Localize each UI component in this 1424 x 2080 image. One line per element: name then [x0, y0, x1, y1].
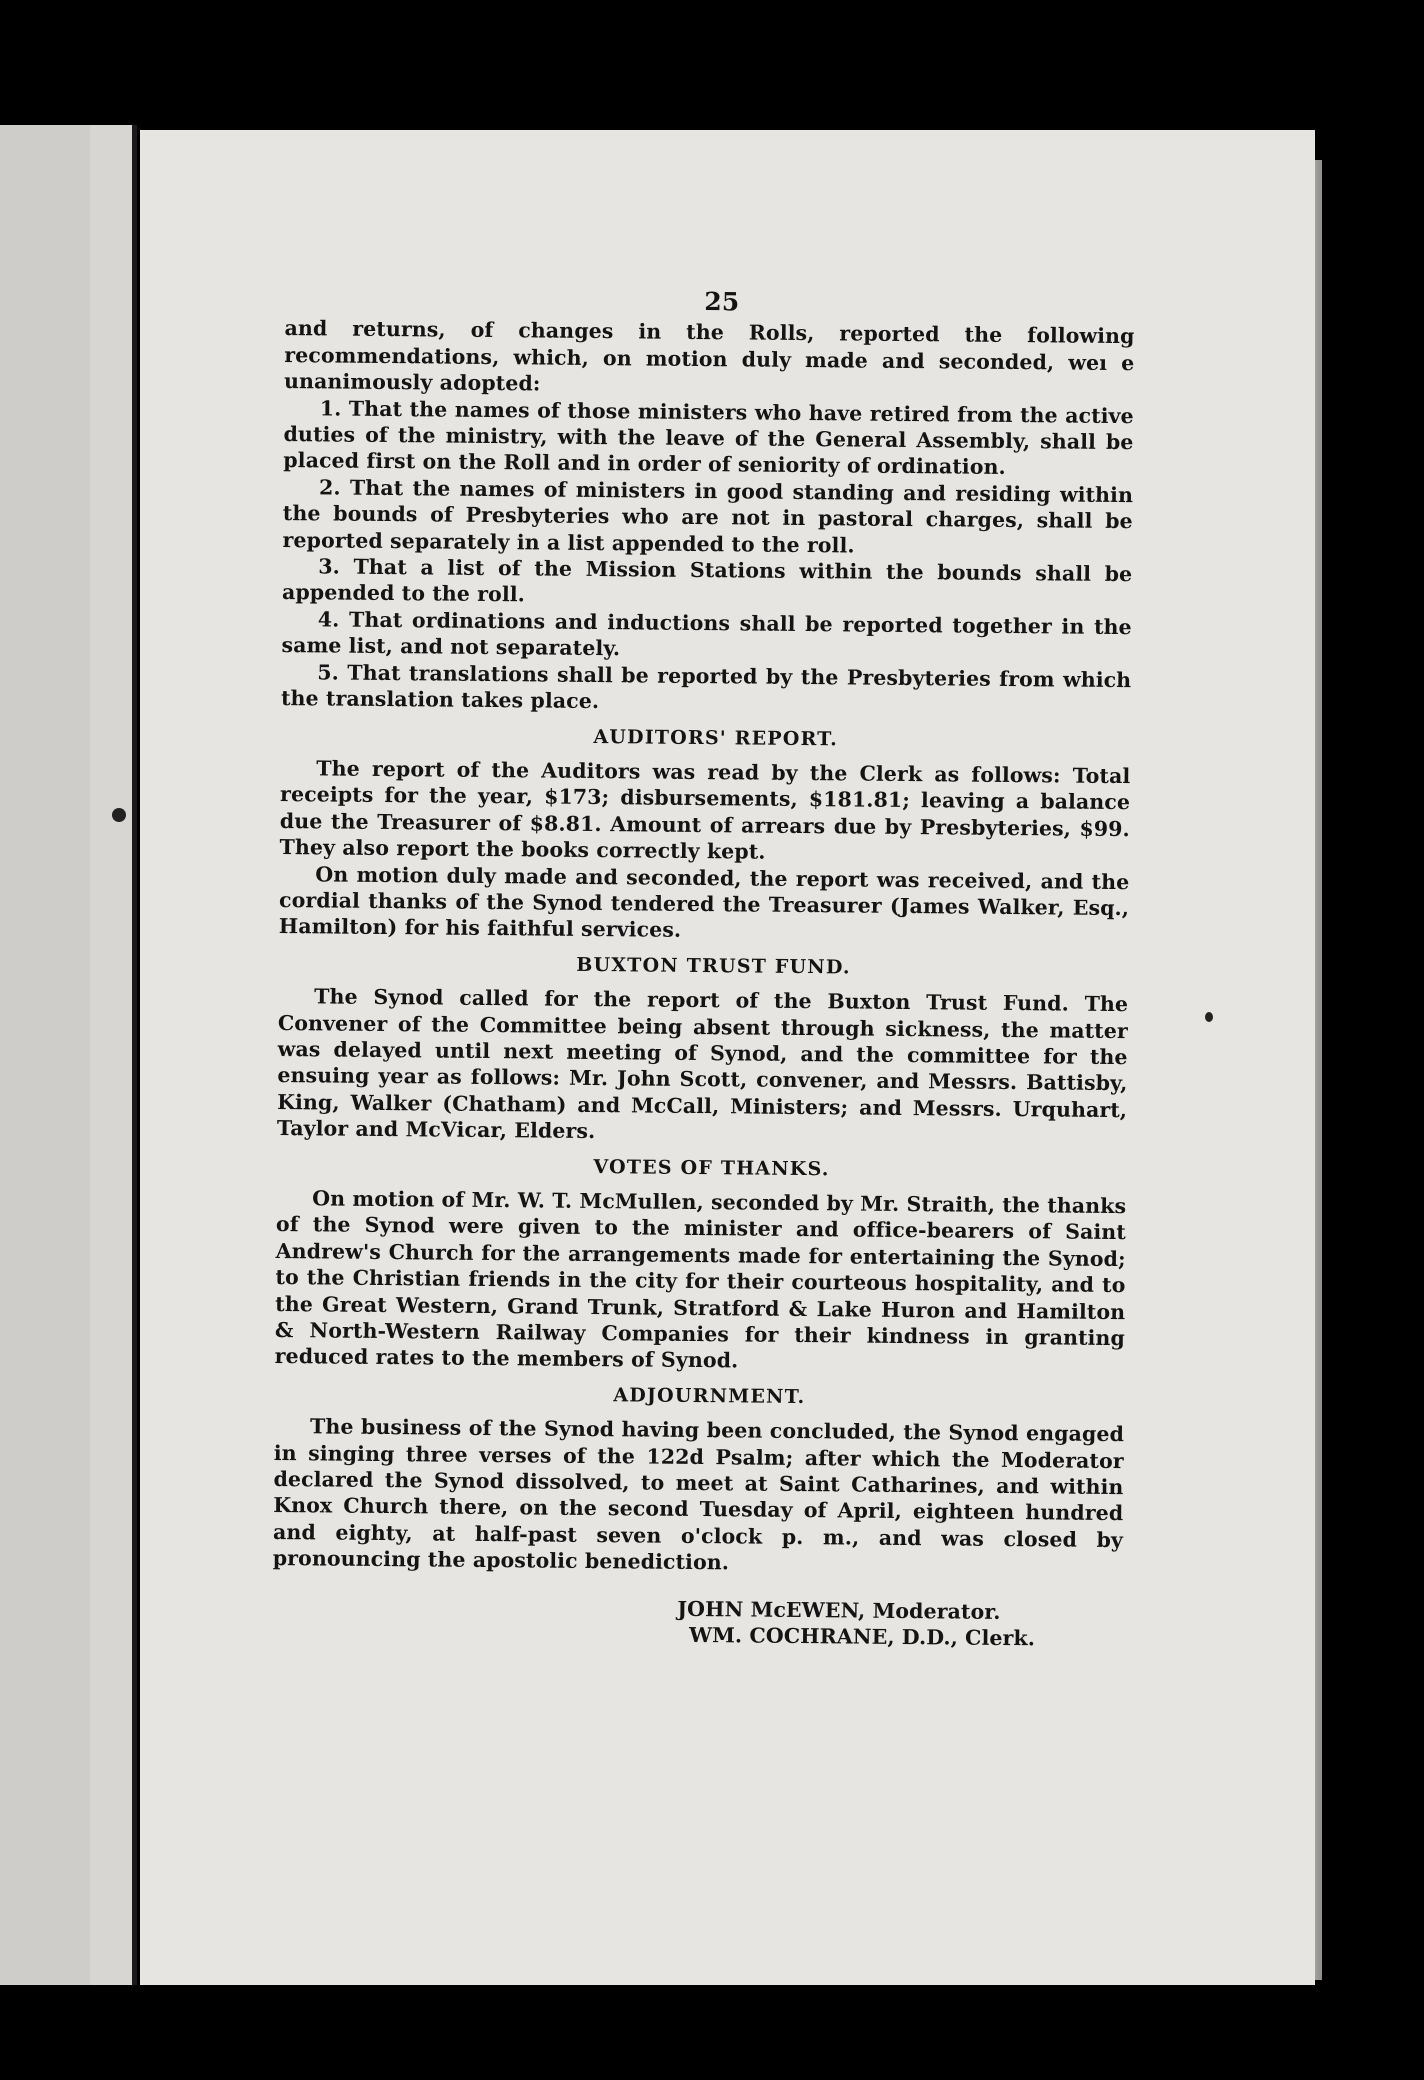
binding-mark — [112, 808, 126, 822]
section-heading-buxton-trust-fund: BUXTON TRUST FUND. — [576, 953, 851, 979]
recommendation-item: 3. That a list of the Mission Stations within the bounds shall be appended to the roll. — [281, 554, 1133, 607]
recommendation-item: 4. That ordinations and inductions shall be reported together in the same list, and not separately. — [281, 607, 1132, 661]
auditors-report-paragraph: On motion duly made and seconded, the report was received, and the cordial thanks of the Synod tendered the Treasurer (James Walker, Esq., Hamilton) for his faithful services. — [278, 861, 1130, 943]
adjournment-paragraph: The business of the Synod having been concluded, the Synod engaged in singing three verses of the 122d Psalm; after which the Moderator declared the Synod dissolved, to meet at Saint Catharines, and within Knox Church there, on the second Tuesday of April, eighteen hundred and eighty, at half-past seven o'clock p. m., and was closed by pronouncing the apostolic benediction. — [272, 1414, 1125, 1575]
page-number: 25 — [704, 287, 740, 317]
facing-page-edge — [0, 125, 137, 1985]
clerk-signature: WM. COCHRANE, D.D., Clerk. — [688, 1623, 1036, 1651]
facing-page-shadow — [0, 125, 90, 1985]
auditors-report-paragraph: The report of the Auditors was read by the Clerk as follows: Total receipts for the year, $173; disbursements, $181.81; leaving a balance due the Treasurer of $8.81. Amount of arrears due by Presbyteries, $99. They also report the books correctly kept. — [279, 756, 1131, 864]
recommendation-item: 2. That the names of ministers in good standing and residing within the bounds of Presbyteries who are not in pastoral charges, shall be reported separately in a list appended to the roll. — [282, 475, 1134, 558]
moderator-signature: JOHN McEWEN, Moderator. — [677, 1596, 1001, 1624]
section-heading-votes-of-thanks: VOTES OF THANKS. — [593, 1155, 830, 1180]
signature-block — [272, 1592, 1122, 1653]
recommendation-item: 5. That translations shall be reported by the Presbyteries from which the translation takes place. — [280, 660, 1132, 714]
votes-of-thanks-paragraph: On motion of Mr. W. T. McMullen, seconded by Mr. Straith, the thanks of the Synod were given to the minister and office-bearers of Saint Andrew's Church for the arrangements made for entertaining the Synod; to the Christian friends in the city for their courteous hospitality, and to the Great Western, Grand Trunk, Stratford & Lake Huron and Hamilton & North-Western Railway Companies for their kindness in granting reduced rates to the members of Synod. — [274, 1186, 1127, 1373]
buxton-trust-fund-paragraph: The Synod called for the report of the Buxton Trust Fund. The Convener of the Committee being absent through sickness, the matter was delayed until next meeting of Synod, and the committee for the ensuing year as follows: Mr. John Scott, convener, and Messrs. Battisby, King, Walker (Chatham) and McCall, Ministers; and Messrs. Urquhart, Taylor and McVicar, Elders. — [276, 984, 1129, 1144]
section-heading-adjournment: ADJOURNMENT. — [613, 1384, 806, 1408]
section-heading-auditors-report: AUDITORS' REPORT. — [593, 725, 839, 750]
ink-speck — [1205, 1012, 1213, 1022]
recommendations-intro: and returns, of changes in the Rolls, reported the following recommendations, which, on motion duly made and seconded, weı e unanimously adopted: — [283, 316, 1135, 396]
recommendation-item: 1. That the names of those ministers who have retired from the active duties of the ministry, with the leave of the General Assembly, shall be placed first on the Roll and in order of seniority of ordination. — [283, 395, 1134, 480]
page-text — [272, 285, 1135, 1653]
